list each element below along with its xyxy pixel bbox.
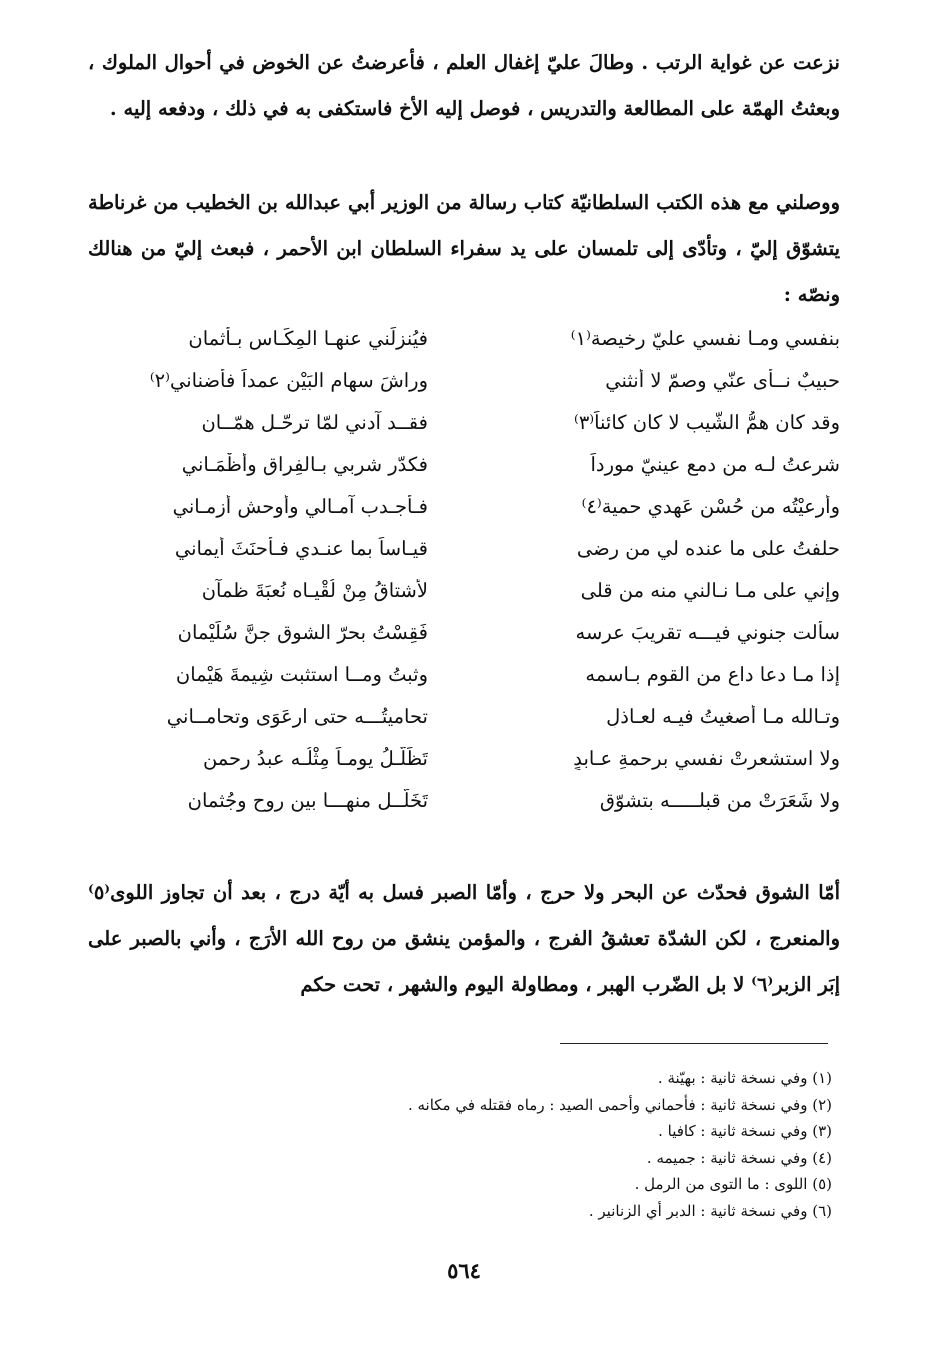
verse-second-hemistich: تَخَلّــل منهـــا بين روحٍ وجُثمانِ <box>187 788 428 812</box>
footnotes <box>192 1065 832 1224</box>
verse-second-hemistich: تحاميتُـــه حتى ارعَوَى وتحامــاني <box>166 704 428 728</box>
poem-verse <box>88 527 840 569</box>
verse-first-hemistich: وأرعيْتُه من حُسْنِ عَهدي حمية⁽٤⁾ <box>581 494 840 518</box>
verse-second-hemistich: وثبتُ ومــا استثبت شِيمةَ هَيْمانِ <box>175 662 428 686</box>
poem-verse <box>88 443 840 485</box>
verse-first-hemistich: وقد كان همُّ الشّيب لا كان كائناً⁽٣⁾ <box>574 410 840 434</box>
poem-verse <box>88 401 840 443</box>
footnote: (١) وفي نسخة ثانية : بهيّنة . <box>657 1069 832 1087</box>
footnote: (٢) وفي نسخة ثانية : فأحماني وأحمى الصيد : رماه فقتله في مكانه . <box>407 1095 832 1114</box>
verse-first-hemistich: وتـالله مـا أصغيتُ فيـه لعـاذلٍ <box>606 704 840 728</box>
verse-second-hemistich: فكدّر شربي بـالفِراق وأظْمَـاني <box>181 452 428 476</box>
poem-verse <box>88 695 840 737</box>
verse-first-hemistich: حلفتُ على ما عنده لي من رضى <box>576 536 840 560</box>
verse-second-hemistich: وراشَ سهام البَيْن عمداً فأضناني⁽٢⁾ <box>149 368 428 392</box>
verse-first-hemistich: شرعتُ لـه من دمع عينيّ مورداً <box>590 452 840 476</box>
verse-first-hemistich: وإني على مـا نـالني منه من قلى <box>580 578 840 602</box>
verse-first-hemistich: بنفسي ومـا نفسي عليّ رخيصة⁽١⁾ <box>570 326 840 350</box>
footnote: (٦) وفي نسخة ثانية : الدبر أي الزنانير . <box>588 1201 832 1220</box>
verse-first-hemistich: ولا استشعرتْ نفسي برحمةِ عـابدٍ <box>573 746 840 770</box>
page-number: ٥٦٤ <box>447 1258 481 1283</box>
poem-verse <box>88 569 840 611</box>
footnote: (٣) وفي نسخة ثانية : كافيا . <box>658 1122 832 1140</box>
verse-first-hemistich: ولا شَعَرَتْ من قبلـــــه بتشوّقٍ <box>599 788 840 812</box>
poem-verse <box>88 317 840 359</box>
poem <box>88 317 840 821</box>
poem-verse <box>88 359 840 401</box>
verse-second-hemistich: تَظَلَّـلُ يومـاً مِثْلُـه عبدُ رحمنِ <box>202 746 428 770</box>
footnote: (٤) وفي نسخة ثانية : جميمه . <box>646 1148 832 1167</box>
paragraph-intro: نزعت عن غواية الرتب . وطالَ عليّ إغفال العلم ، فأعرضتُ عن الخوض في أحوال الملوك ، وبعثتُ الهمّة على المطالعة والتدريس ، فوصل إليه الأخ فاستكفى به في ذلك ، ودفعه إليه . <box>88 51 840 120</box>
verse-first-hemistich: سألت جنوني فيـــه تقريبَ عرسه <box>575 620 840 644</box>
verse-second-hemistich: لأشتاقُ مِنْ لُقْيـاه نُعبَةَ ظمآنِ <box>201 578 428 602</box>
verse-first-hemistich: حبيبٌ نــأى عنّي وصمّ لا أنثني <box>605 368 840 392</box>
paragraph-letter-intro: ووصلني مع هذه الكتب السلطانيّة كتاب رسالة من الوزير أبي عبدالله بن الخطيب من غرناطة يتشوّق إليّ ، وتأدّى إلى تلمسان على يد سفراء السلطان ابن الأحمر ، فبعث إليّ من هنالك ونصّه : <box>88 191 840 306</box>
footnote-divider <box>560 1043 828 1044</box>
verse-first-hemistich: إذا مـا دعا داعٍ من القوم بـاسمه <box>585 662 840 686</box>
poem-verse <box>88 485 840 527</box>
poem-verse <box>88 737 840 779</box>
poem-verse <box>88 779 840 821</box>
poem-verse <box>88 653 840 695</box>
verse-second-hemistich: فيُنزِلَني عنهـا المِكَـاس بـأثمانِ <box>188 326 428 350</box>
footnote: (٥) اللوى : ما التوى من الرمل . <box>634 1175 832 1193</box>
paragraph-letter-body: أمّا الشوق فحدّث عن البحر ولا حرج ، وأمّا الصبر فسل به أيّة درج ، بعد أن تجاوز اللوى⁽٥⁾ والمنعرج ، لكن الشدّة تعشقُ الفرج ، والمؤمن ينشق من روح الله الأرَج ، وأني بالصبر على إبَر الزبر⁽٦⁾ لا بل الضّرب الهبر ، ومطاولة اليوم والشهر ، تحت حكم <box>88 881 840 996</box>
verse-second-hemistich: فقــد آدني لمّا ترحّـل همّــان <box>201 410 428 434</box>
verse-second-hemistich: قيـاساً بما عنـدي فـأحنَثَ أيماني <box>174 536 428 560</box>
poem-verse <box>88 611 840 653</box>
verse-second-hemistich: فَقِسْتُ بحرّ الشوقِ جنَّ سُلَيْمانِ <box>177 620 428 644</box>
verse-second-hemistich: فـأجـدب آمـالي وأوحش أزمـاني <box>172 494 428 518</box>
